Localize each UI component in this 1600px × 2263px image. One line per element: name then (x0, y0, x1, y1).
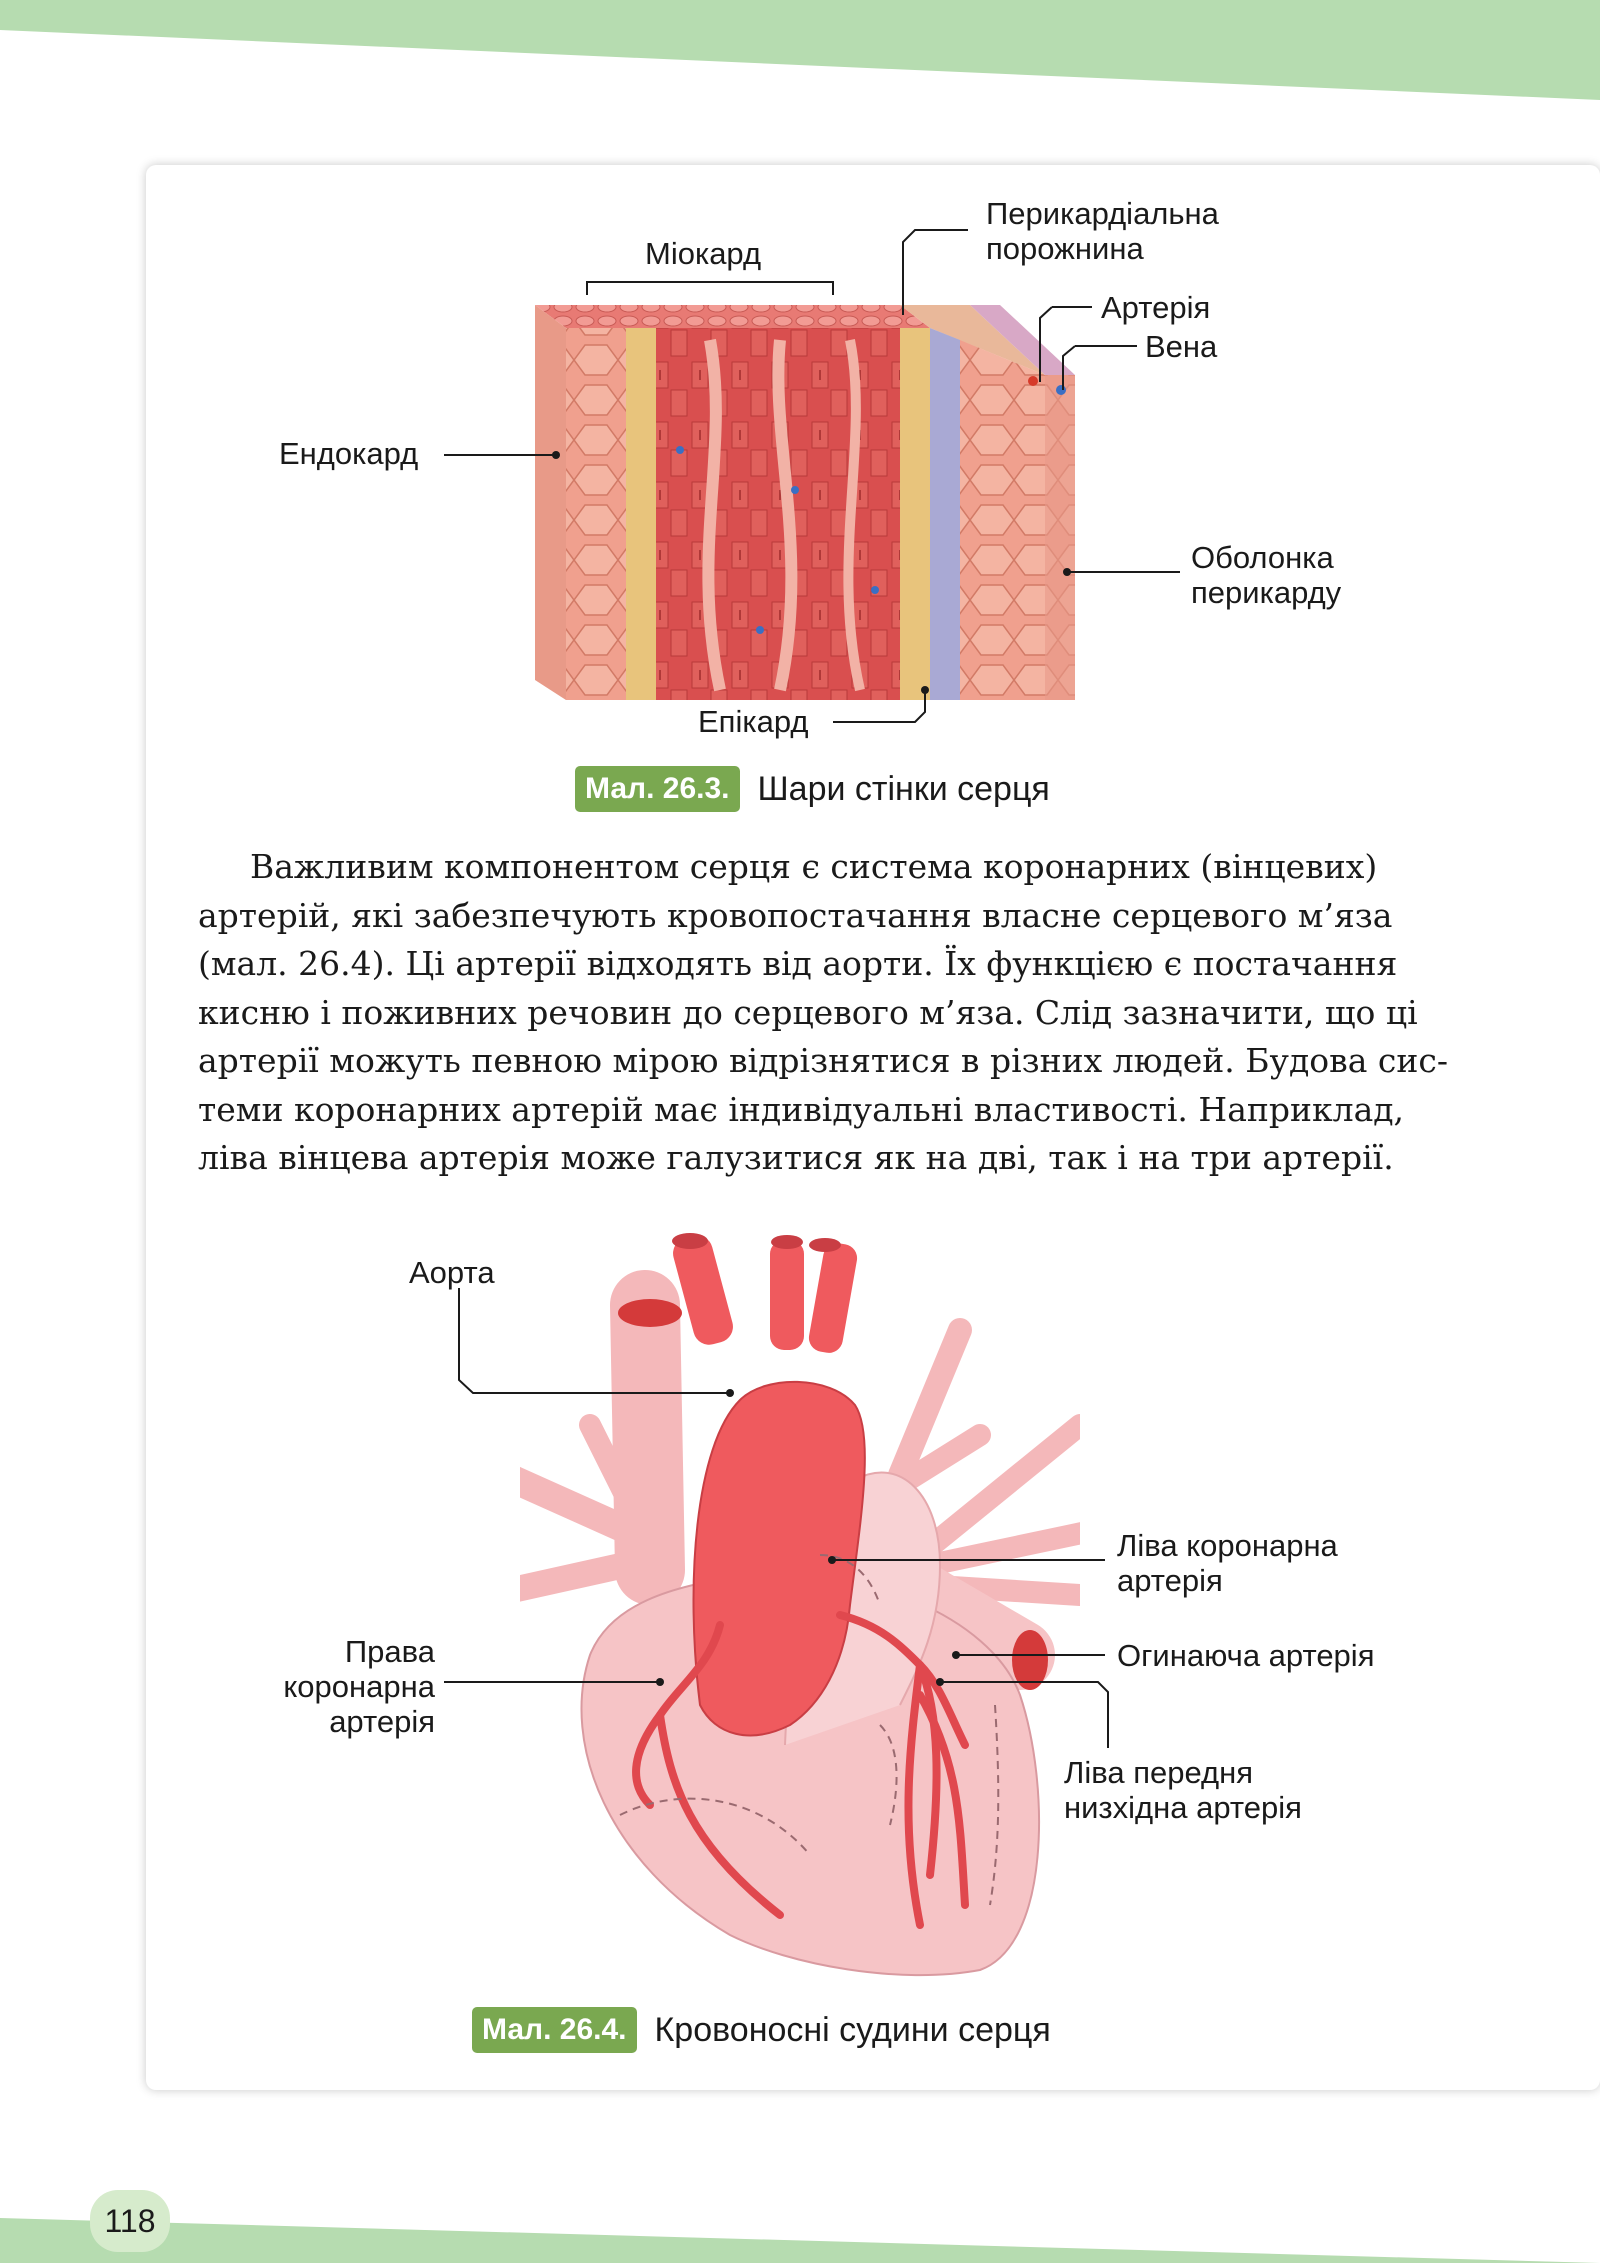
left-coronary-label-line1: Ліва коронарна (1117, 1528, 1338, 1563)
lad-artery-label-line2: низхідна артерія (1064, 1790, 1302, 1825)
paragraph-line: артерій, які забезпечують кровопостачання власне серцевого м’яза (198, 895, 1393, 935)
paragraph-line: кисню і поживних речовин до серцевого м’яза. Слід зазначити, що ці (198, 992, 1418, 1032)
body-paragraph (198, 843, 1474, 1183)
pericardium-label-line2: перикарду (1191, 575, 1342, 610)
lad-artery-label-line1: Ліва передня (1064, 1755, 1254, 1790)
aorta-label: Аорта (409, 1255, 495, 1290)
right-coronary-label-line2: коронарна (283, 1669, 435, 1704)
pericardial-cavity-label-line2: порожнина (986, 231, 1144, 266)
figure-2-caption (472, 2007, 1051, 2053)
circumflex-artery-label: Огинаюча артерія (1117, 1638, 1375, 1673)
page-number: 118 (90, 2190, 170, 2252)
right-coronary-label-line3: артерія (329, 1704, 435, 1739)
figure-2-caption-text: Кровоносні судини серця (654, 2011, 1051, 2049)
figure-2-leader-lines (0, 1200, 1600, 2000)
right-coronary-label-line1: Права (344, 1634, 435, 1669)
artery-label: Артерія (1101, 290, 1211, 325)
paragraph-line: Важливим компонентом серця є система коронарних (вінцевих) (250, 847, 1378, 886)
paragraph-line: (мал. 26.4). Ці артерії відходять від аорти. Їх функцією є постачання (198, 944, 1398, 983)
epicardium-label: Епікард (698, 704, 809, 739)
pericardial-cavity-label-line1: Перикардіальна (986, 196, 1219, 231)
figure-1-leader-lines (0, 0, 1600, 760)
myocardium-label: Міокард (645, 236, 762, 271)
bottom-green-band (0, 2200, 1600, 2263)
pericardium-label-line1: Оболонка (1191, 540, 1334, 575)
vein-label: Вена (1145, 329, 1218, 364)
paragraph-line: артерії можуть певною мірою відрізнятися в різних людей. Будова сис- (198, 1041, 1448, 1080)
figure-1-caption-text: Шари стінки серця (757, 770, 1050, 808)
figure-1-caption (575, 766, 1050, 812)
figure-2-caption-badge: Мал. 26.4. (472, 2007, 637, 2053)
left-coronary-label-line2: артерія (1117, 1563, 1223, 1598)
endocardium-label: Ендокард (279, 436, 419, 471)
figure-1-caption-badge: Мал. 26.3. (575, 766, 740, 812)
paragraph-line: ліва вінцева артерія може галузитися як на дві, так і на три артерії. (198, 1138, 1394, 1177)
paragraph-line: теми коронарних артерій має індивідуальні властивості. Наприклад, (198, 1089, 1405, 1129)
